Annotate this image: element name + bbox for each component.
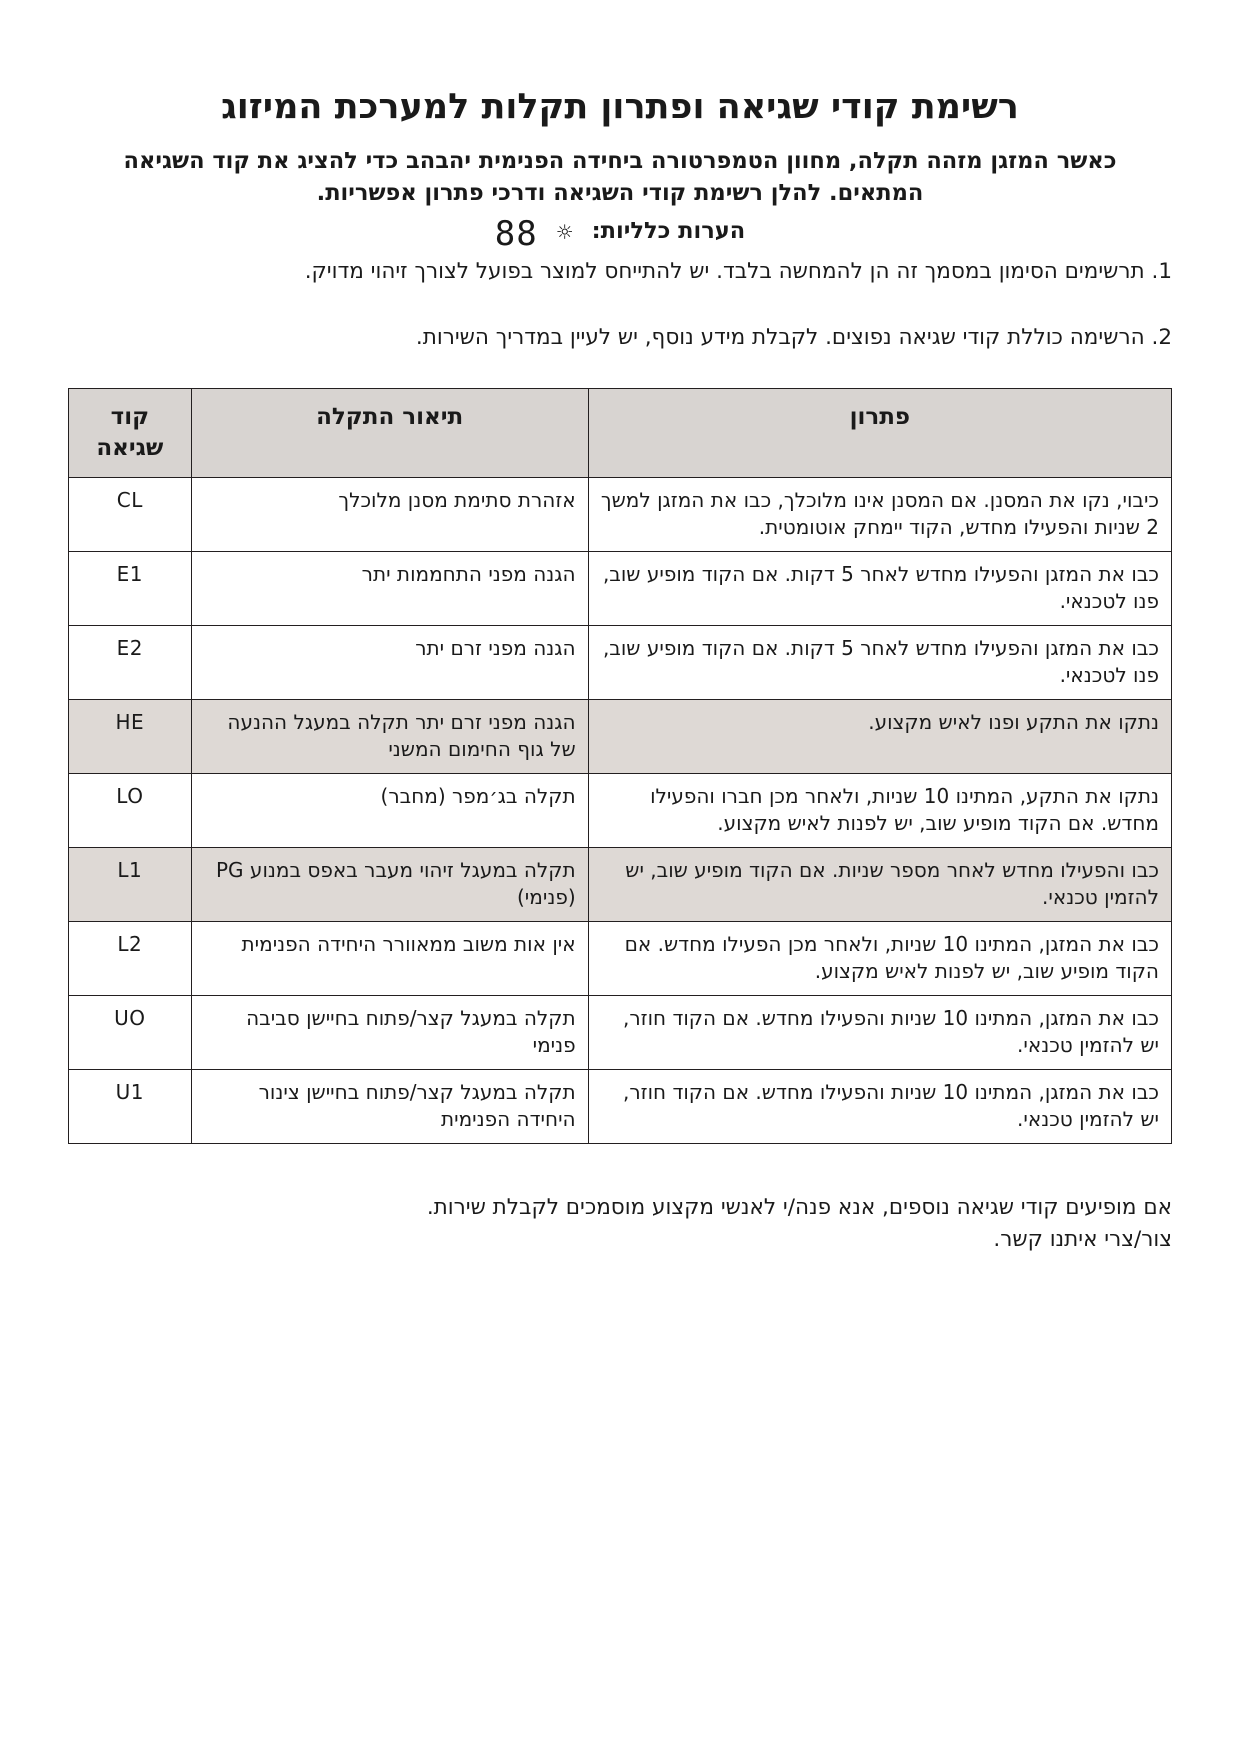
notes-list [68, 256, 1172, 355]
table-row [69, 1070, 1172, 1144]
cell-solution: נתקו את התקע, המתינו 10 שניות, ולאחר מכן חברו והפעילו מחדש. אם הקוד מופיע שוב, יש לפנות לאיש מקצוע. [588, 774, 1171, 848]
table-row [69, 922, 1172, 996]
footer-line-1: אם מופיעים קודי שגיאה נוספים, אנא פנה/י לאנשי מקצוע מוסמכים לקבלת שירות. [426, 1195, 1172, 1221]
cell-description: תקלה במעגל קצר/פתוח בחיישן סביבה פנימי [191, 996, 588, 1070]
list-item: 1. תרשימים הסימון במסמך זה הן להמחשה בלבד. יש להתייחס למוצר בפועל לצורך זיהוי מדויק. [304, 258, 1172, 284]
cell-description: הגנה מפני התחממות יתר [191, 552, 588, 626]
cell-solution: כבו את המזגן, המתינו 10 שניות, ולאחר מכן הפעילו מחדש. אם הקוד מופיע שוב, יש לפנות לאיש מקצוע. [588, 922, 1171, 996]
cell-code: L2 [69, 922, 192, 996]
cell-code: E2 [69, 626, 192, 700]
cell-code: L1 [69, 848, 192, 922]
cell-description: הגנה מפני זרם יתר [191, 626, 588, 700]
cell-description: הגנה מפני זרם יתר תקלה במעגל ההנעה של גוף החימום המשני [191, 700, 588, 774]
cell-solution: כבו את המזגן, המתינו 10 שניות והפעילו מחדש. אם הקוד חוזר, יש להזמין טכנאי. [588, 996, 1171, 1070]
cell-description: תקלה במעגל קצר/פתוח בחיישן צינור היחידה הפנימית [191, 1070, 588, 1144]
general-notes-heading [68, 213, 1172, 254]
notes-heading-label: הערות כלליות: [591, 217, 746, 244]
cell-solution: כבו את המזגן, המתינו 10 שניות והפעילו מחדש. אם הקוד חוזר, יש להזמין טכנאי. [588, 1070, 1171, 1144]
cell-solution: כבו והפעילו מחדש לאחר מספר שניות. אם הקוד מופיע שוב, יש להזמין טכנאי. [588, 848, 1171, 922]
table-row [69, 848, 1172, 922]
footer-line-2: צור/צרי איתנו קשר. [993, 1227, 1172, 1253]
table-row [69, 478, 1172, 552]
sun-icon: ☼ [555, 219, 574, 244]
page-title: רשימת קודי שגיאה ופתרון תקלות למערכת המיזוג [221, 87, 1019, 127]
cell-solution: נתקו את התקע ופנו לאיש מקצוע. [588, 700, 1171, 774]
column-header-code: קוד שגיאה [69, 389, 192, 478]
table-row [69, 552, 1172, 626]
cell-description: תקלה בג׳מפר (מחבר) [191, 774, 588, 848]
seven-segment-display-icon: 88 [494, 213, 538, 254]
column-header-description: תיאור התקלה [191, 389, 588, 478]
cell-description: תקלה במעגל זיהוי מעבר באפס במנוע PG (פנימי) [191, 848, 588, 922]
cell-code: HE [69, 700, 192, 774]
footer-note [68, 1192, 1172, 1257]
table-row [69, 774, 1172, 848]
cell-description: אין אות משוב ממאוורר היחידה הפנימית [191, 922, 588, 996]
table-row [69, 700, 1172, 774]
table-header-row [69, 389, 1172, 478]
table-row [69, 996, 1172, 1070]
error-codes-table [68, 388, 1172, 1144]
table-row [69, 626, 1172, 700]
cell-code: UO [69, 996, 192, 1070]
cell-code: CL [69, 478, 192, 552]
cell-solution: כיבוי, נקו את המסנן. אם המסנן אינו מלוכלך, כבו את המזגן למשך 2 שניות והפעילו מחדש, הקוד יימחק אוטומטית. [588, 478, 1171, 552]
cell-solution: כבו את המזגן והפעילו מחדש לאחר 5 דקות. אם הקוד מופיע שוב, פנו לטכנאי. [588, 626, 1171, 700]
cell-solution: כבו את המזגן והפעילו מחדש לאחר 5 דקות. אם הקוד מופיע שוב, פנו לטכנאי. [588, 552, 1171, 626]
cell-code: LO [69, 774, 192, 848]
list-item: 2. הרשימה כוללת קודי שגיאה נפוצים. לקבלת מידע נוסף, יש לעיין במדריך השירות. [415, 324, 1172, 350]
cell-code: U1 [69, 1070, 192, 1144]
cell-description: אזהרת סתימת מסנן מלוכלך [191, 478, 588, 552]
column-header-solution: פתרון [588, 389, 1171, 478]
intro-paragraph: כאשר המזגן מזהה תקלה, מחוון הטמפרטורה ביחידה הפנימית יהבהב כדי להציג את קוד השגיאה המתאים. להלן רשימת קודי השגיאה ודרכי פתרון אפשריות. [123, 147, 1117, 206]
cell-code: E1 [69, 552, 192, 626]
table-body [69, 478, 1172, 1144]
